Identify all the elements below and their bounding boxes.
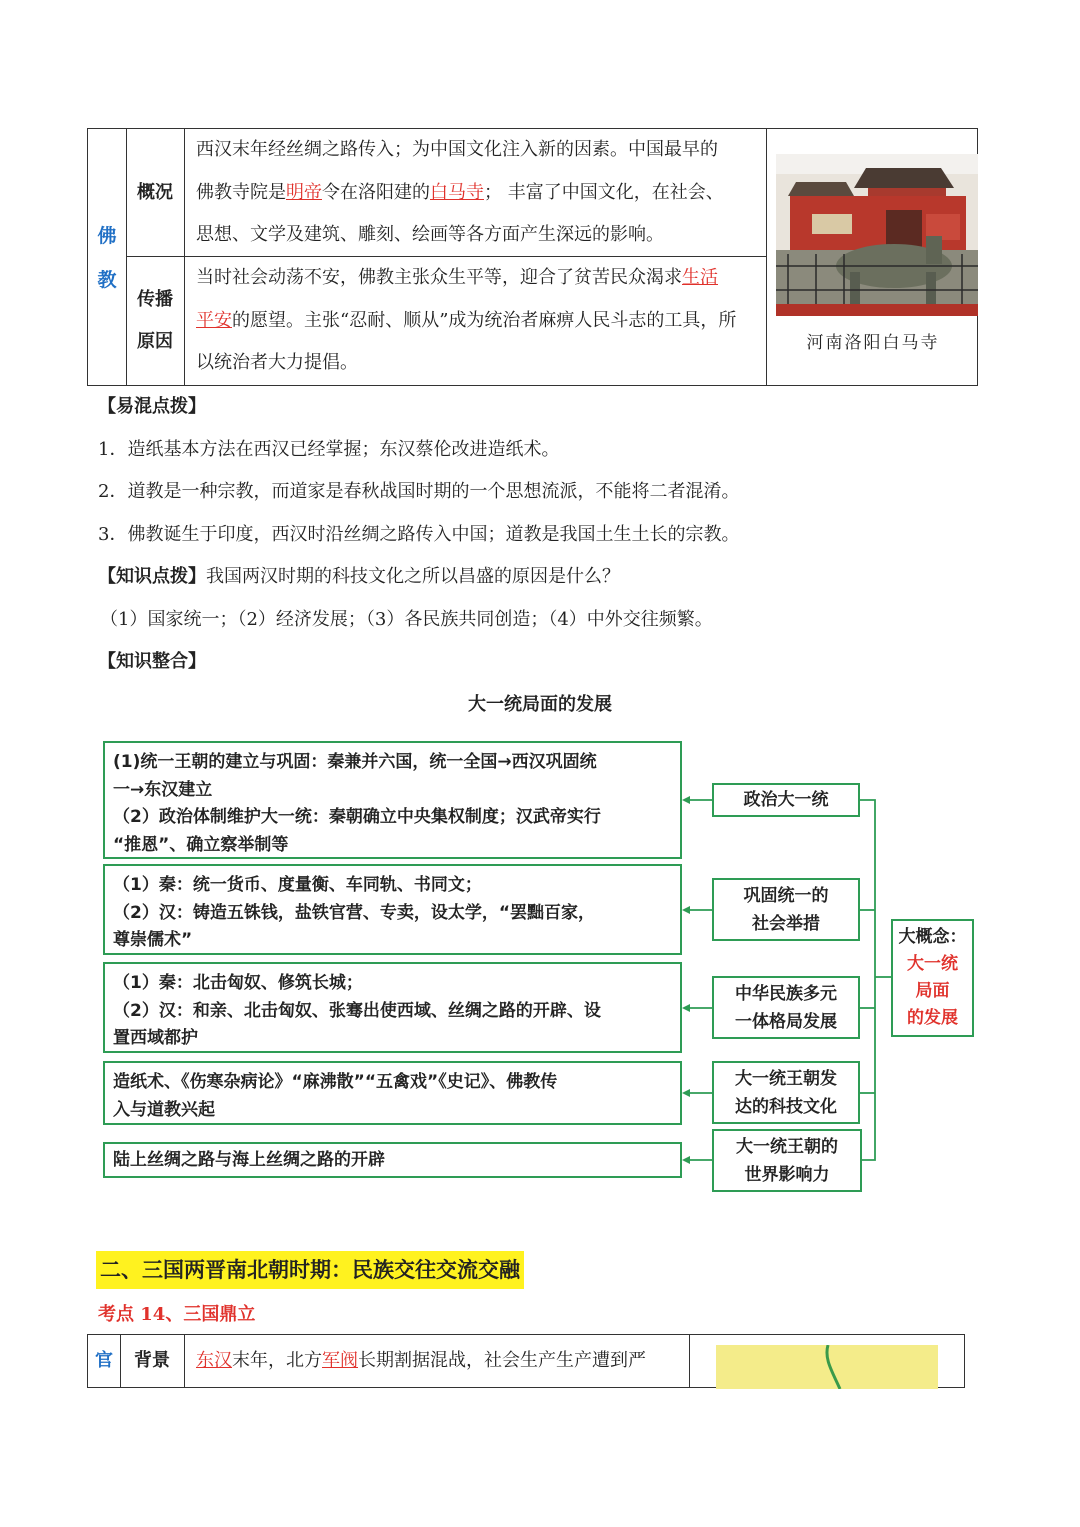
side-label: 官 (95, 1350, 113, 1371)
spread-line-2: 平安的愿望。主张“忍耐、顺从”成为统治者麻痹人民斗志的工具，所 (196, 309, 737, 331)
overview-line-1: 西汉末年经丝绸之路传入；为中国文化注入新的因素。中国最早的 (196, 139, 718, 160)
side-label-2: 教 (97, 269, 117, 291)
integration-heading: 【知识整合】 (98, 651, 206, 672)
knowledge-point-question: 我国两汉时期的科技文化之所以昌盛的原因是什么？ (206, 566, 620, 587)
overview-line-3: 思想、文学及建筑、雕刻、绘画等各方面产生深远的影响。 (196, 224, 664, 245)
mid-box-world: 大一统王朝的 世界影响力 (712, 1129, 862, 1192)
spread-line-3: 以统治者大力提倡。 (196, 352, 358, 373)
left-box-politics: (1)统一王朝的建立与巩固：秦兼并六国，统一全国→西汉巩固统 一→东汉建立 （2）政治体制维护大一统：秦朝确立中央集权制度；汉武帝实行 “推恩”、确立察举制等 (103, 741, 682, 859)
confusing-point-2: 2．道教是一种宗教，而道家是春秋战国时期的一个思想流派，不能将二者混淆。 (98, 481, 740, 502)
mindmap-title: 大一统局面的发展 (468, 694, 612, 715)
row-label-spread-1: 传播 (137, 289, 173, 310)
left-box-silk-road: 陆上丝绸之路与海上丝绸之路的开辟 (103, 1142, 682, 1178)
row-label-overview: 概况 (137, 182, 173, 203)
row-label-spread-2: 原因 (137, 331, 173, 352)
confusing-points-heading: 【易混点拨】 (98, 396, 206, 417)
mid-box-culture: 大一统王朝发 达的科技文化 (712, 1061, 860, 1124)
knowledge-point-answer: （1）国家统一；（2）经济发展；（3）各民族共同创造；（4）中外交往频繁。 (100, 609, 713, 630)
photo-caption: 河南洛阳白马寺 (806, 333, 940, 353)
mid-box-politics: 政治大一统 (712, 783, 860, 817)
side-label-1: 佛 (97, 225, 117, 247)
confusing-point-1: 1．造纸基本方法在西汉已经掌握；东汉蔡伦改进造纸术。 (98, 439, 560, 460)
knowledge-point-heading: 【知识点拨】 (98, 566, 206, 587)
concept-box: 大概念： 大一统 局面 的发展 (891, 919, 974, 1037)
section-title: 二、三国两晋南北朝时期：民族交往交流交融 (96, 1251, 524, 1289)
spread-line-1: 当时社会动荡不安，佛教主张众生平等，迎合了贫苦民众渴求生活 (196, 267, 718, 288)
left-box-society: （1）秦：统一货币、度量衡、车同轨、书同文； （2）汉：铸造五铢钱，盐铁官营、专卖，设太学，“罢黜百家， 尊崇儒术” (103, 864, 682, 955)
map-illustration (716, 1345, 938, 1389)
divider (689, 1335, 690, 1387)
confusing-point-3: 3．佛教诞生于印度，西汉时沿丝绸之路传入中国；道教是我国土生土长的宗教。 (98, 524, 740, 545)
left-box-nation: （1）秦：北击匈奴、修筑长城； （2）汉：和亲、北击匈奴、张骞出使西域、丝绸之路的开辟、设 置西域都护 (103, 962, 682, 1053)
mid-box-nation: 中华民族多元 一体格局发展 (712, 976, 860, 1039)
exam-point-title: 考点 14、三国鼎立 (98, 1304, 256, 1325)
divider (184, 1335, 185, 1387)
concept-label: 大概念： (898, 927, 967, 947)
background-text: 东汉末年，北方军阀长期割据混战，社会生产生产遭到严 (196, 1350, 646, 1371)
three-kingdoms-table (87, 1334, 965, 1388)
overview-line-2: 佛教寺院是明帝令在洛阳建的白马寺； 丰富了中国文化，在社会、 (196, 181, 724, 203)
left-box-culture: 造纸术、《伤寒杂病论》“麻沸散”“五禽戏”《史记》、佛教传 入与道教兴起 (103, 1061, 682, 1125)
row-label-background: 背景 (134, 1350, 170, 1371)
mid-box-society: 巩固统一的 社会举措 (712, 878, 860, 941)
map-image (716, 1345, 938, 1389)
